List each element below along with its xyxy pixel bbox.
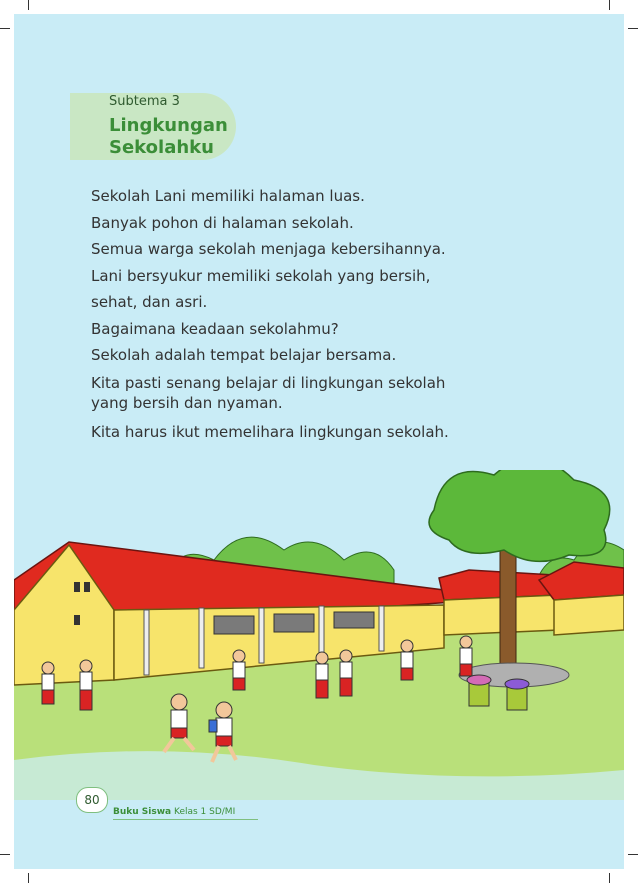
child-figure (316, 652, 328, 698)
story-line: sehat, dan asri. (91, 293, 208, 311)
porch-column (379, 606, 384, 651)
child-figure (42, 662, 54, 704)
tree-canopy (429, 470, 610, 561)
crop-mark (628, 854, 638, 855)
school-illustration (14, 470, 624, 800)
story-line: Kita harus ikut memelihara lingkungan sekolah. (91, 422, 449, 441)
book-footer (113, 807, 258, 820)
crop-mark (28, 0, 29, 10)
building-window (334, 612, 374, 628)
story-line: yang bersih dan nyaman. (91, 393, 283, 412)
story-line: Sekolah adalah tempat belajar bersama. (91, 346, 397, 364)
book-title: Buku Siswa (113, 807, 172, 817)
tree-trunk (500, 540, 516, 670)
title-line-2: Sekolahku (109, 137, 214, 158)
porch-column (144, 610, 149, 675)
story-line: Semua warga sekolah menjaga kebersihannya. (91, 240, 446, 258)
porch-column (199, 608, 204, 668)
building-window (274, 614, 314, 632)
story-text (91, 183, 551, 445)
building-window (214, 616, 254, 634)
crop-mark (28, 873, 29, 883)
building-window (74, 615, 80, 625)
building-window (74, 582, 80, 592)
child-figure (340, 650, 352, 696)
child-figure (401, 640, 413, 680)
story-line: Sekolah Lani memiliki halaman luas. (91, 187, 365, 205)
page-title (109, 115, 239, 159)
crop-mark (0, 854, 10, 855)
crop-mark (609, 873, 610, 883)
story-line: Banyak pohon di halaman sekolah. (91, 213, 354, 232)
porch-column (319, 606, 324, 656)
story-line: Lani bersyukur memiliki sekolah yang bersih, (91, 266, 431, 285)
trash-bin-lid (505, 679, 529, 689)
story-line: Kita pasti senang belajar di lingkungan sekolah (91, 373, 446, 392)
book-subtitle: Kelas 1 SD/MI (173, 807, 236, 817)
page-number: 80 (76, 787, 108, 813)
building-window (84, 582, 90, 592)
child-figure (80, 660, 92, 710)
title-line-1: Lingkungan (109, 115, 228, 136)
child-figure (460, 636, 472, 676)
crop-mark (628, 28, 638, 29)
porch-column (259, 608, 264, 663)
subtheme-label: Subtema 3 (109, 94, 180, 109)
far-right-building-wall (554, 595, 624, 635)
crop-mark (609, 0, 610, 10)
crop-mark (0, 28, 10, 29)
child-figure (233, 650, 245, 690)
story-line: Bagaimana keadaan sekolahmu? (91, 319, 339, 338)
